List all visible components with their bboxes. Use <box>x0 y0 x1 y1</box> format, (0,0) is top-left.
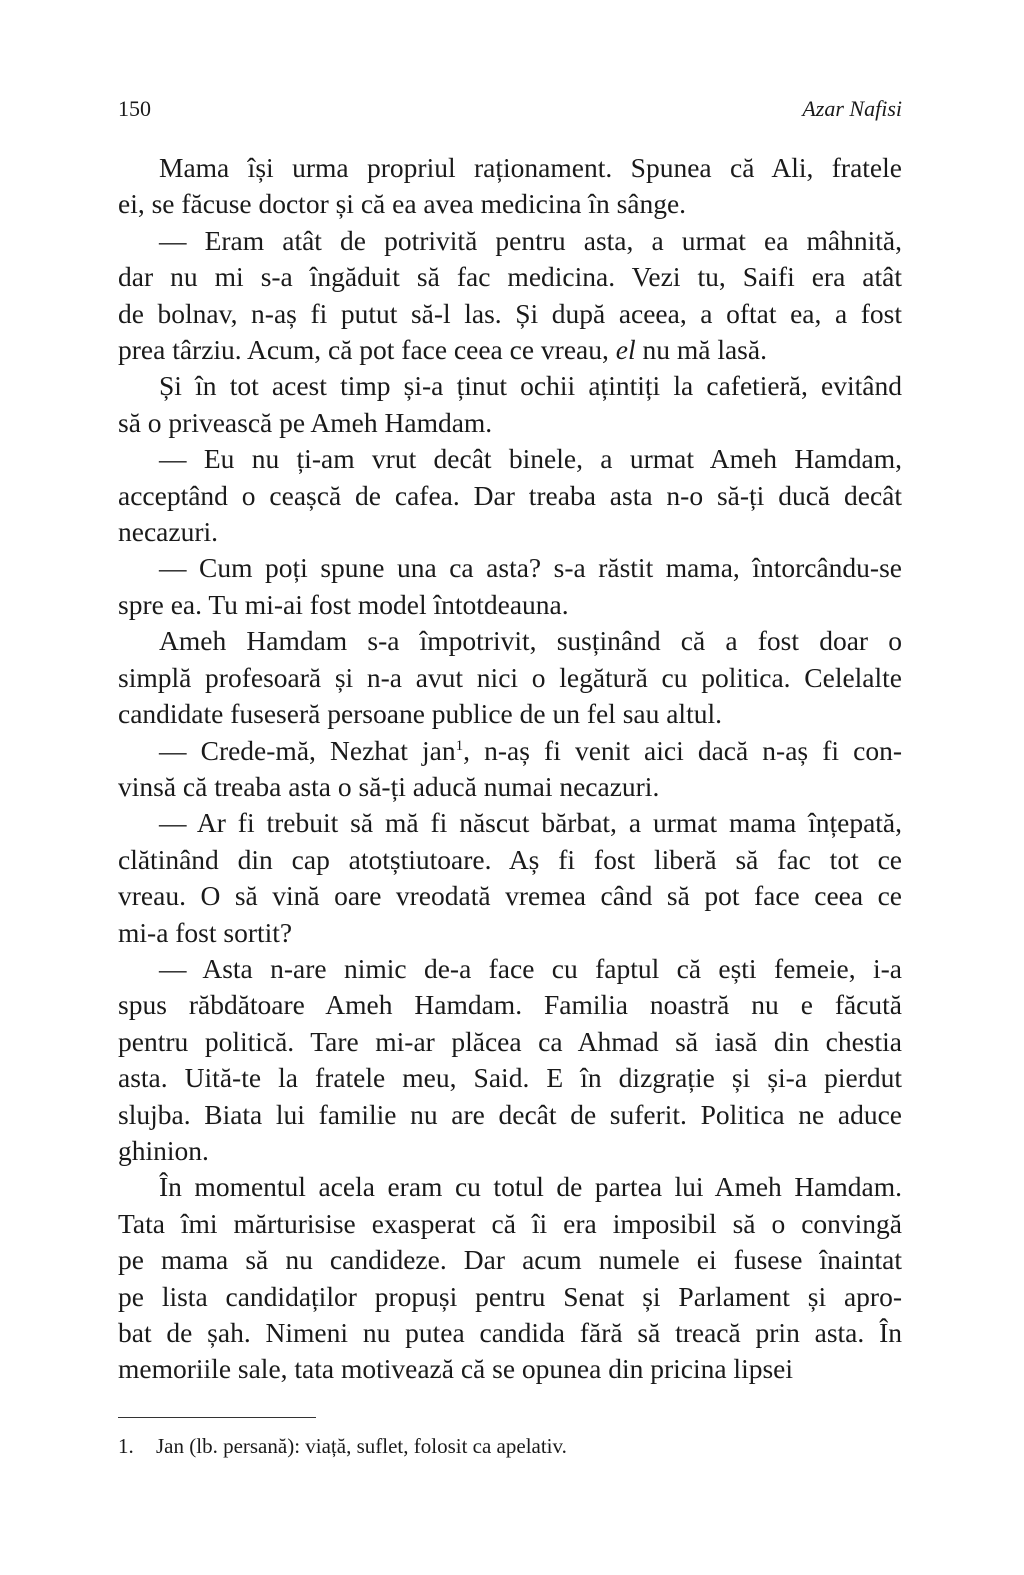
text-line: memoriile sale, tata motivează că se opunea din pricina lipsei <box>118 1353 794 1385</box>
paragraph <box>118 733 902 806</box>
paragraph <box>118 441 902 550</box>
text-line: În momentul acela eram cu totul de partea lui Ameh Hamdam. <box>159 1171 902 1203</box>
text-line: ei, se făcuse doctor și că ea avea medicina în sânge. <box>118 188 687 220</box>
footnote-rule <box>118 1417 316 1418</box>
emphasis: el <box>615 334 636 366</box>
paragraph <box>118 805 902 951</box>
footnote <box>118 1432 902 1460</box>
text-fragment: , n-aș fi venit aici dacă n-aș fi con- <box>463 734 902 766</box>
text-line: pentru politică. Tare mi-ar plăcea ca Ahmad să iasă din chestia <box>118 1025 902 1057</box>
text-fragment: nu mă lasă. <box>635 334 767 366</box>
text-line: — Asta n-are nimic de-a face cu faptul că ești femeie, i-a <box>159 952 902 984</box>
running-header <box>118 96 902 122</box>
text-line: — Eram atât de potrivită pentru asta, a urmat ea mâhnită, <box>159 224 902 256</box>
text-line: simplă profesoară și n-a avut nici o legătură cu politica. Celelalte <box>118 661 902 693</box>
text-line: ghinion. <box>118 1134 209 1166</box>
paragraph <box>118 623 902 732</box>
text-line: Ameh Hamdam s-a împotrivit, susținând că a fost doar o <box>159 625 902 657</box>
text-line: — Cum poți spune una ca asta? s-a răstit mama, întorcându-se <box>159 552 902 584</box>
text-line: vreau. O să vină oare vreodată vremea când să pot face ceea ce <box>118 880 902 912</box>
text-line: necazuri. <box>118 516 218 548</box>
footnote-number: 1. <box>118 1434 134 1458</box>
text-line <box>118 332 902 368</box>
text-line: de bolnav, n-aș fi putut să-l las. Și după aceea, a oftat ea, a fost <box>118 297 902 329</box>
paragraph <box>118 550 902 623</box>
text-line: spus răbdătoare Ameh Hamdam. Familia noastră nu e făcută <box>118 989 902 1021</box>
text-line: — Eu nu ți-am vrut decât binele, a urmat Ameh Hamdam, <box>159 443 902 475</box>
paragraph <box>118 223 902 369</box>
text-line: Și în tot acest timp și-a ținut ochii ațintiți la cafetieră, evitând <box>159 370 902 402</box>
text-line: Mama își urma propriul raționament. Spunea că Ali, fratele <box>159 152 902 183</box>
paragraph <box>118 951 902 1169</box>
text-line: vinsă că treaba asta o să-ți aducă numai necazuri. <box>118 770 660 802</box>
text-fragment: prea târziu. Acum, că pot face ceea ce vreau, <box>118 334 616 366</box>
text-line: pe mama să nu candideze. Dar acum numele ei fusese înaintat <box>118 1244 902 1276</box>
footnote-text: Jan (lb. persană): viață, suflet, folosit ca apelativ. <box>156 1434 567 1458</box>
page-number: 150 <box>118 96 151 121</box>
text-line: asta. Uită-te la fratele meu, Said. E în dizgrație și și-a pierdut <box>118 1062 902 1094</box>
text-line: acceptând o ceașcă de cafea. Dar treaba asta n-o să-ți ducă decât <box>118 479 902 511</box>
text-line: — Ar fi trebuit să mă fi născut bărbat, a urmat mama înțepată, <box>159 807 902 839</box>
text-fragment: — Crede-mă, Nezhat jan <box>159 734 456 766</box>
text-line: spre ea. Tu mi-ai fost model întotdeauna. <box>118 588 569 620</box>
footnote-reference: 1 <box>455 737 464 754</box>
paragraph <box>118 368 902 441</box>
text-line: Tata îmi mărturisise exasperat că îi era imposibil să o convingă <box>118 1207 902 1239</box>
text-line: pe lista candidaților propuși pentru Senat și Parlament și apro- <box>118 1280 902 1312</box>
text-line: să o privească pe Ameh Hamdam. <box>118 406 493 438</box>
text-line: slujba. Biata lui familie nu are decât de suferit. Politica ne aduce <box>118 1098 902 1130</box>
paragraph <box>118 150 902 223</box>
body-text <box>118 150 902 1388</box>
text-line: dar nu mi s-a îngăduit să fac medicina. Vezi tu, Saifi era atât <box>118 261 902 293</box>
paragraph <box>118 1169 902 1387</box>
running-author: Azar Nafisi <box>802 96 902 121</box>
text-line: candidate fuseseră persoane publice de un fel sau altul. <box>118 698 722 730</box>
text-line <box>118 733 902 769</box>
text-line: mi-a fost sortit? <box>118 916 293 948</box>
text-line: clătinând din cap atotștiutoare. Aș fi fost liberă să fac tot ce <box>118 843 902 875</box>
text-line: bat de șah. Nimeni nu putea candida fără să treacă prin asta. În <box>118 1317 902 1348</box>
